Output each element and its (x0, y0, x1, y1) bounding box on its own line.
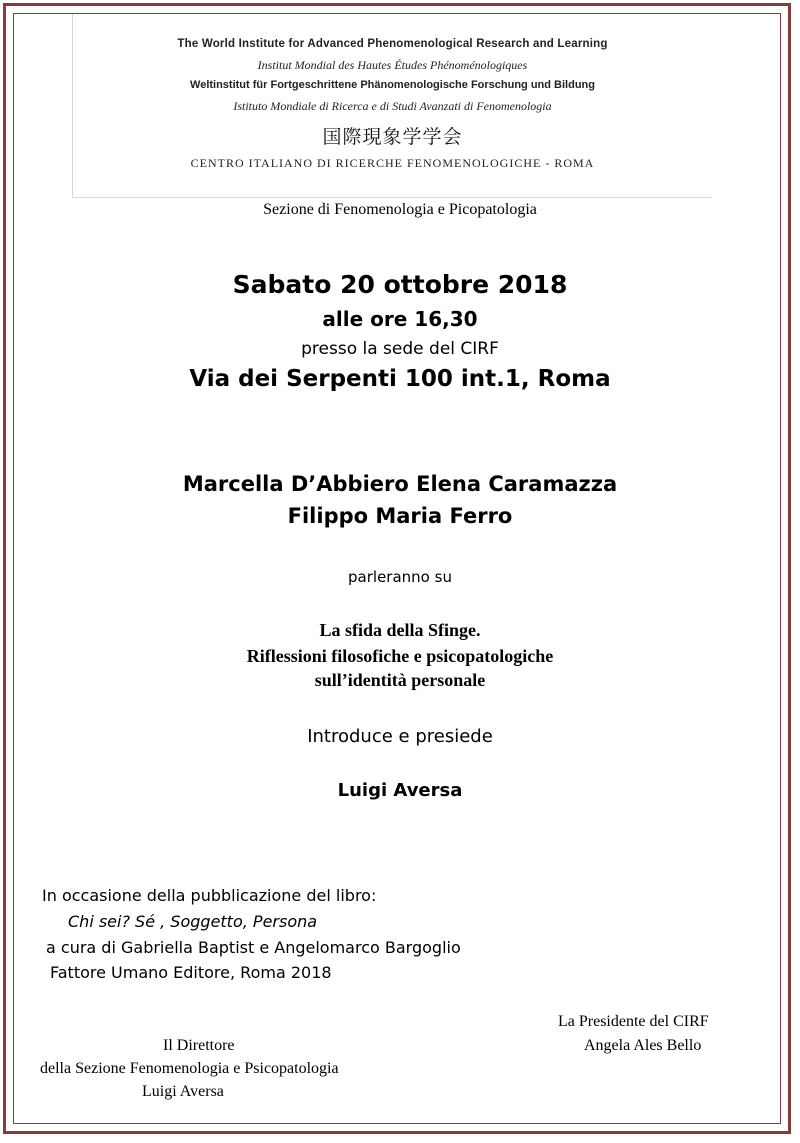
talk-intro: parleranno su (348, 568, 452, 586)
book-title: Chi sei? Sé , Soggetto, Persona (68, 912, 318, 931)
event-address: Via dei Serpenti 100 int.1, Roma (189, 366, 611, 392)
letterhead-english: The World Institute for Advanced Phenomenological Research and Learning (177, 38, 608, 50)
book-occasion: In occasione della pubblicazione del libro: (42, 886, 377, 905)
chair-intro: Introduce e presiede (307, 726, 493, 747)
letterhead-cirf: CENTRO ITALIANO DI RICERCHE FENOMENOLOGICHE - ROMA (190, 156, 595, 170)
talk-title-line-1: La sfida della Sfinge. (319, 620, 481, 640)
president-name: Angela Ales Bello (584, 1037, 702, 1054)
institute-letterhead (72, 14, 712, 198)
book-publisher: Fattore Umano Editore, Roma 2018 (50, 963, 332, 982)
venue-intro: presso la sede del CIRF (301, 339, 499, 359)
letterhead-italian: Istituto Mondiale di Ricerca e di Studi Avanzati di Fenomenologia (233, 99, 552, 113)
speakers-line-2: Filippo Maria Ferro (287, 504, 513, 528)
section-name: Sezione di Fenomenologia e Picopatologia (263, 201, 537, 218)
director-role: Il Direttore (163, 1037, 235, 1054)
event-date: Sabato 20 ottobre 2018 (232, 270, 568, 299)
letterhead-french: Institut Mondial des Hautes Études Phénoménologiques (257, 58, 528, 72)
event-time: alle ore 16,30 (322, 307, 478, 331)
director-name: Luigi Aversa (142, 1083, 224, 1100)
talk-title-line-2: Riflessioni filosofiche e psicopatologiche (246, 646, 554, 666)
letterhead-german: Weltinstitut für Fortgeschrittene Phänomenologische Forschung und Bildung (190, 79, 595, 91)
director-section: della Sezione Fenomenologia e Psicopatologia (40, 1060, 339, 1077)
president-role: La Presidente del CIRF (558, 1013, 709, 1030)
speakers-line-1: Marcella D’Abbiero Elena Caramazza (182, 472, 618, 496)
letterhead-japanese: 国際現象学学会 (322, 126, 463, 148)
chair-name: Luigi Aversa (337, 780, 463, 801)
book-editors: a cura di Gabriella Baptist e Angelomarco Bargoglio (46, 938, 461, 957)
talk-title-line-3: sull’identità personale (314, 670, 486, 690)
